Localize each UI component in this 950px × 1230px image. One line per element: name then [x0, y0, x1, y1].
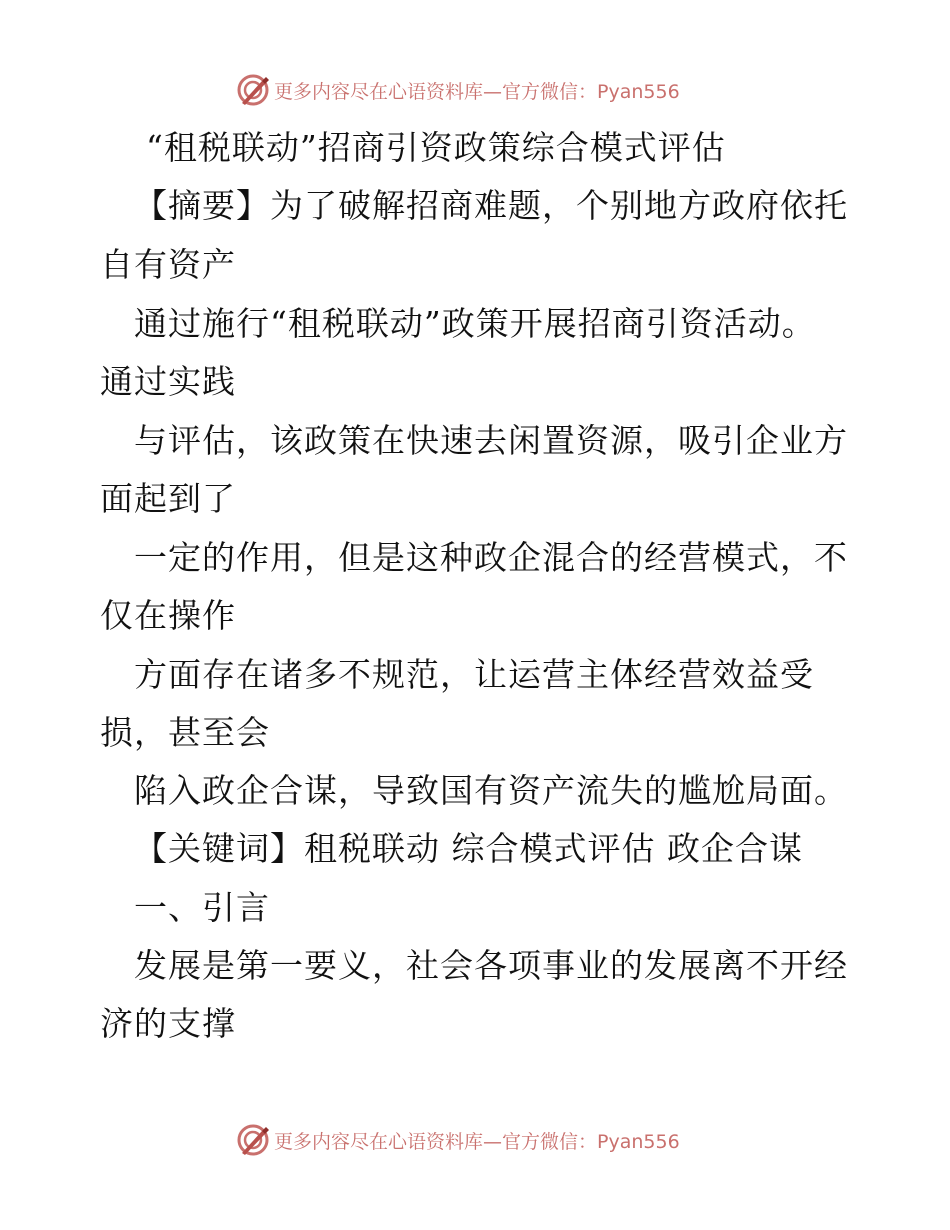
paragraph-line: 仅在操作 [100, 596, 236, 635]
paragraph-line: 济的支撑 [100, 1004, 236, 1043]
paragraph-line: 与评估，该政策在快速去闲置资源，吸引企业方 [134, 421, 848, 460]
pen-logo-icon [236, 73, 270, 107]
pen-logo-icon [236, 1123, 270, 1157]
paragraph-line: 损，甚至会 [100, 713, 270, 752]
paragraph-line: 通过实践 [100, 362, 236, 401]
header-brand-text: 更多内容尽在心语资料库—官方微信：Pyan556 [274, 80, 680, 103]
paragraph-line: 陷入政企合谋，导致国有资产流失的尴尬局面。 [134, 771, 848, 810]
paragraph-line: 面起到了 [100, 479, 236, 518]
footer-brand-text: 更多内容尽在心语资料库—官方微信：Pyan556 [274, 1130, 680, 1153]
paragraph-line: 自有资产 [100, 245, 236, 284]
document-title: “租税联动”招商引资政策综合模式评估 [146, 128, 726, 167]
paragraph-line: 发展是第一要义，社会各项事业的发展离不开经 [134, 946, 848, 985]
keywords-line: 【关键词】租税联动 综合模式评估 政企合谋 [134, 829, 803, 868]
section-heading: 一、引言 [134, 888, 270, 927]
footer-brand [236, 1122, 680, 1158]
paragraph-line: 通过施行“租税联动”政策开展招商引资活动。 [134, 304, 816, 343]
paragraph-line: 【摘要】为了破解招商难题，个别地方政府依托 [134, 186, 848, 225]
paragraph-line: 方面存在诸多不规范，让运营主体经营效益受 [134, 655, 814, 694]
paragraph-line: 一定的作用，但是这种政企混合的经营模式，不 [134, 538, 848, 577]
header-brand [236, 72, 680, 108]
